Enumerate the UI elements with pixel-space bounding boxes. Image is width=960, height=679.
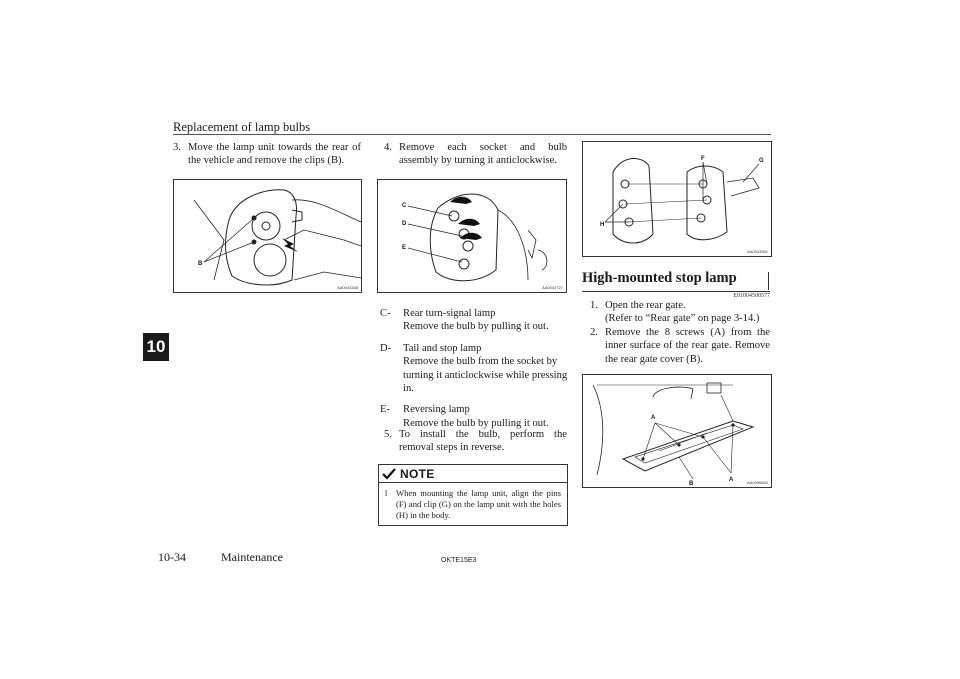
note-bullet: l: [385, 489, 388, 498]
lamp-item-list: [380, 307, 568, 438]
lamp-item-d: [380, 342, 568, 396]
step-text: To install the bulb, perform the removal steps in reverse.: [399, 429, 567, 454]
figure-lamp-pins-holes: [582, 141, 772, 257]
section-code: E01004500577: [733, 293, 770, 299]
figure-code: AA0042727: [542, 285, 563, 290]
chapter-tab: 10: [143, 333, 169, 361]
item-detail: Remove the bulb from the socket by turning it anticlockwise while pressing in.: [403, 356, 568, 395]
label-a-bottom: A: [729, 477, 734, 483]
item-key: C-: [380, 308, 391, 319]
lamp-item-e: [380, 403, 568, 430]
item-detail: Remove the bulb by pulling it out.: [403, 417, 549, 429]
label-a-top: A: [651, 415, 656, 421]
note-text: When mounting the lamp unit, align the pins (F) and clip (G) on the lamp unit with the holes (H) in the body.: [396, 488, 561, 520]
label-c: C: [402, 203, 407, 209]
gate-step-2: [590, 326, 770, 366]
label-h: H: [600, 222, 605, 228]
page-number: 10-34: [158, 550, 186, 564]
label-g: G: [759, 158, 764, 164]
lamp-item-c: [380, 307, 568, 334]
note-check-icon: [382, 468, 396, 480]
gate-step-1: [590, 299, 770, 326]
item-name: Reversing lamp: [403, 404, 470, 416]
step-4: [384, 141, 567, 168]
step-text: Remove each socket and bulb assembly by turning it anticlockwise.: [399, 142, 567, 167]
rear-gate-illustration: [583, 375, 771, 487]
item-detail: Remove the bulb by pulling it out.: [403, 321, 549, 333]
lamp-unit-illustration: [174, 180, 361, 292]
label-b: B: [689, 481, 694, 487]
header-divider: [173, 134, 771, 135]
note-box: [378, 464, 568, 526]
step-text: Open the rear gate.: [605, 300, 686, 311]
figure-lamp-unit-clips: [173, 179, 362, 293]
socket-illustration: [378, 180, 566, 292]
footer-section: Maintenance: [221, 550, 283, 564]
item-name: Rear turn-signal lamp: [403, 308, 496, 319]
step-5: [384, 428, 567, 455]
label-e: E: [402, 245, 407, 251]
item-key: D-: [380, 342, 392, 354]
figure-code: AA0043348: [337, 285, 358, 290]
pins-holes-illustration: [583, 142, 771, 256]
note-body: [379, 483, 567, 525]
section-heading: High-mounted stop lamp: [582, 270, 737, 286]
step-number: 5.: [384, 429, 392, 440]
step-text-ref: (Refer to “Rear gate” on page 3-14.): [605, 313, 760, 325]
step-number: 1.: [590, 300, 598, 311]
figure-socket-assemblies: [377, 179, 567, 293]
figure-rear-gate-cover: [582, 374, 772, 488]
figure-code: AA0096632: [747, 480, 768, 485]
step-number: 3.: [173, 142, 181, 153]
note-header: [379, 465, 567, 483]
step-number: 4.: [384, 142, 392, 153]
step-3: [173, 141, 361, 168]
section-rule-tick: [768, 272, 769, 290]
label-b: B: [198, 261, 203, 267]
figure-code: AA0043351: [747, 249, 768, 254]
item-name: Tail and stop lamp: [403, 342, 482, 354]
item-key: E-: [380, 404, 390, 416]
note-label: NOTE: [400, 466, 435, 481]
label-d: D: [402, 221, 407, 227]
label-f: F: [701, 156, 705, 162]
section-underline: [582, 291, 770, 292]
step-text: Remove the 8 screws (A) from the inner surface of the rear gate. Remove the rear gate cover (B).: [605, 326, 770, 365]
step-text: Move the lamp unit towards the rear of the vehicle and remove the clips (B).: [188, 142, 361, 167]
document-code: OKTE15E3: [441, 557, 477, 564]
running-header: Replacement of lamp bulbs: [173, 120, 311, 134]
step-number: 2.: [590, 326, 598, 338]
gate-steps: [590, 299, 770, 366]
